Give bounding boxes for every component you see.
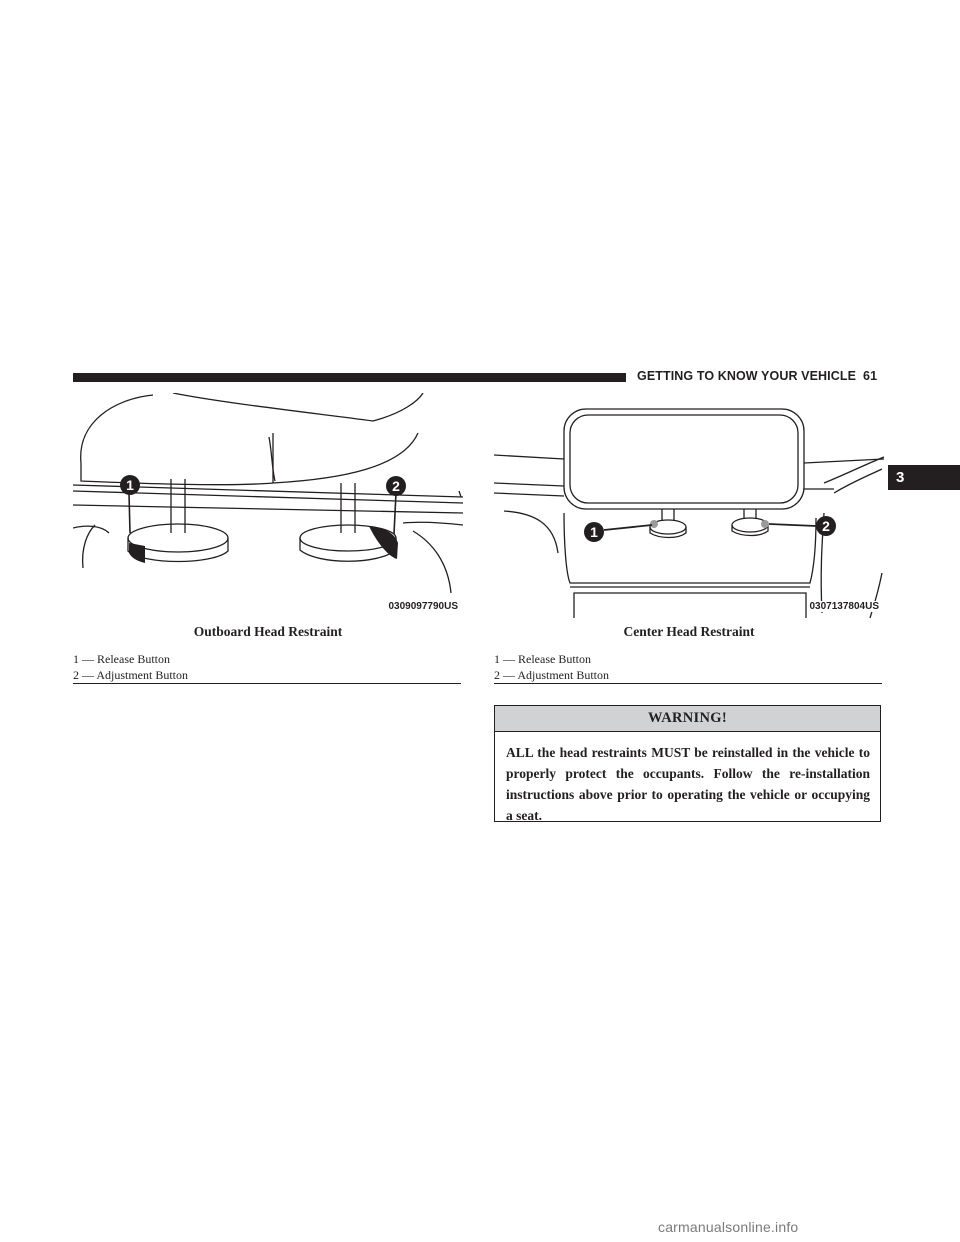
figure-caption-outboard: Outboard Head Restraint xyxy=(193,624,343,639)
figure-legend-outboard xyxy=(73,651,461,683)
callout-1: 1 xyxy=(590,524,598,540)
legend-item: 1 — Release Button xyxy=(73,652,170,666)
legend-divider xyxy=(494,683,882,684)
page-number: 61 xyxy=(863,369,878,383)
chapter-number: 3 xyxy=(896,469,905,486)
figure-code: 0307137804US xyxy=(809,601,879,612)
center-head-restraint-illustration xyxy=(494,393,884,618)
callout-2: 2 xyxy=(392,478,400,494)
legend-divider xyxy=(73,683,461,684)
center-head-restraint-figure xyxy=(494,393,884,618)
figure-code: 0309097790US xyxy=(388,601,458,612)
warning-text: ALL the head restraints MUST be reinstalled in the vehicle to properly protect the occupants. Follow the re-installation instructions above prior to operating the vehicle or occupying a seat. xyxy=(506,745,870,823)
outboard-head-restraint-illustration xyxy=(73,393,463,618)
callout-2: 2 xyxy=(822,518,830,534)
header-rule xyxy=(73,373,626,382)
section-title: GETTING TO KNOW YOUR VEHICLE xyxy=(637,369,857,383)
watermark: carmanualsonline.info xyxy=(658,1219,799,1235)
figure-caption-center: Center Head Restraint xyxy=(623,624,755,639)
legend-item: 1 — Release Button xyxy=(494,652,591,666)
warning-title: WARNING! xyxy=(495,706,880,732)
outboard-head-restraint-figure xyxy=(73,393,463,618)
figure-legend-center xyxy=(494,651,882,683)
chapter-tab xyxy=(888,465,960,490)
callout-1: 1 xyxy=(126,477,134,493)
legend-item: 2 — Adjustment Button xyxy=(494,668,610,682)
running-header xyxy=(637,369,887,383)
warning-box xyxy=(494,705,881,822)
legend-item: 2 — Adjustment Button xyxy=(73,668,189,682)
